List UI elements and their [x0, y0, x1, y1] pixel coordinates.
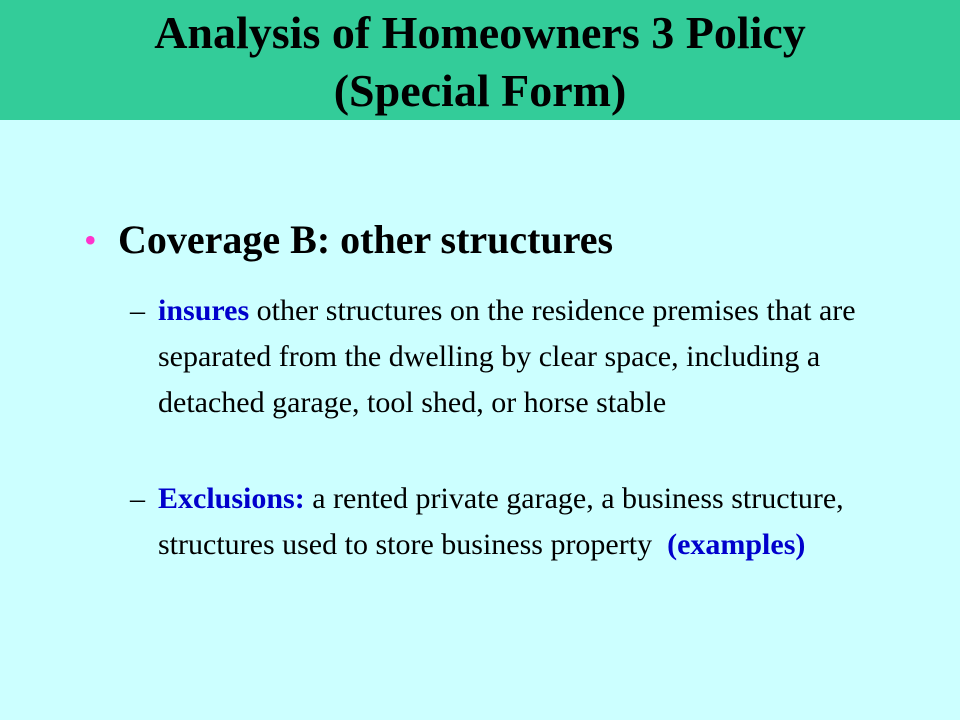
dash-marker: –: [130, 294, 145, 327]
slide-title: [0, 4, 960, 120]
subpoint-text: [158, 476, 870, 568]
bullet-heading: Coverage B: other structures: [118, 217, 614, 262]
subpoint-body: other structures on the residence premises that are separated from the dwelling by clear space, including a detached garage, tool shed, or horse stable: [158, 294, 856, 419]
subpoint-text: [158, 288, 870, 426]
examples-link[interactable]: (examples): [667, 528, 806, 561]
dash-marker: –: [130, 482, 145, 515]
title-line-2: (Special Form): [333, 65, 627, 116]
subpoint-keyword: insures: [158, 294, 250, 327]
subpoint-body: a rented private garage, a business structure, structures used to store business property: [158, 482, 852, 561]
bullet-marker: •: [84, 220, 97, 260]
subpoint-keyword: Exclusions:: [158, 482, 305, 515]
title-line-1: Analysis of Homeowners 3 Policy: [154, 7, 806, 58]
